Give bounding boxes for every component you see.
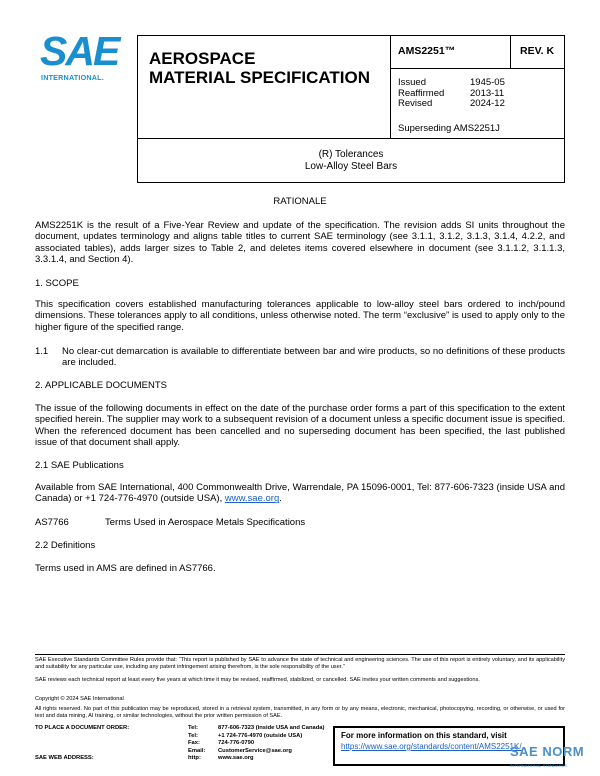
section-1-1-text: No clear-cut demarcation is available to differentiate between bar and wire products, so no definitions of these products are included. bbox=[62, 346, 565, 369]
section-2-text: The issue of the following documents in effect on the date of the purchase order forms a part of this specification to the extent specified herein. The supplier may work to a subsequent revision of a document unless a specific document issue is specified. When the referenced document has been cancelled and no superseding document has been specified, the last published issue of that document shall apply. bbox=[35, 403, 565, 449]
contact-key: Fax: bbox=[188, 740, 200, 746]
sae-website-link[interactable]: www.sae.org bbox=[224, 493, 280, 505]
watermark: SAE NORM bbox=[510, 744, 585, 759]
contact-key: Tel: bbox=[188, 725, 198, 731]
date-label: Reaffirmed bbox=[398, 87, 445, 99]
date-label: Revised bbox=[398, 98, 433, 109]
revision-label: REV. K bbox=[520, 45, 555, 57]
date-value: 2013-11 bbox=[470, 87, 505, 99]
title-line: AEROSPACE bbox=[149, 49, 256, 68]
contact-keys bbox=[188, 725, 205, 763]
period: . bbox=[279, 493, 282, 505]
footer-rights: All rights reserved. No part of this publication may be reproduced, stored in a retrieval system, transmitted, in any form or by any means, electronic, mechanical, photocopying, recording, or otherwise, or used for text and data mining, AI training, or similar technologies, without the prior written permission of SAE. bbox=[35, 706, 565, 719]
reference-id: AS7766 bbox=[35, 517, 69, 528]
contact-email[interactable]: CustomerService@sae.org bbox=[218, 747, 292, 754]
section-2-1-body: Available from SAE International, 400 Commonwealth Drive, Warrendale, PA 15096-0001, Tel: 877-606-7323 (inside USA and Canada) or +1 724-776-4970 (outside USA), bbox=[35, 482, 565, 505]
more-info-title: For more information on this standard, visit bbox=[341, 731, 507, 740]
subject-line: (R) Tolerances bbox=[318, 149, 384, 160]
contact-value: 724-776-0790 bbox=[218, 740, 255, 746]
document-subject bbox=[137, 149, 565, 173]
contact-value: 877-606-7323 (inside USA and Canada) bbox=[218, 725, 325, 731]
header-divider bbox=[390, 68, 565, 69]
date-table bbox=[398, 78, 505, 110]
footer-disclaimer: SAE Executive Standards Committee Rules provide that: “This report is published by SAE to advance the state of technical and engineering sciences. The use of this report is entirely voluntary, and its applicability and suitability for any particular use, including any patent infringement arising therefrom, is the sole responsibility of the user.” bbox=[35, 657, 565, 670]
header-divider bbox=[390, 35, 391, 138]
contact-key: Tel: bbox=[188, 732, 198, 739]
superseding-note: Superseding AMS2251J bbox=[398, 123, 500, 134]
sae-logo-subtitle: INTERNATIONAL. bbox=[41, 73, 104, 82]
section-1-1-number: 1.1 bbox=[35, 346, 49, 357]
date-label: Issued bbox=[398, 77, 426, 88]
section-1-heading: 1. SCOPE bbox=[35, 278, 79, 289]
contact-key: Email: bbox=[188, 747, 206, 754]
section-2-heading: 2. APPLICABLE DOCUMENTS bbox=[35, 380, 167, 391]
reference-title: Terms Used in Aerospace Metals Specifications bbox=[105, 517, 306, 528]
document-title bbox=[149, 49, 370, 87]
contact-website[interactable]: www.sae.org bbox=[218, 755, 254, 761]
rationale-heading: RATIONALE bbox=[273, 196, 327, 207]
section-2-2-heading: 2.2 Definitions bbox=[35, 540, 96, 551]
sae-logo: SAE bbox=[40, 28, 119, 74]
title-line: MATERIAL SPECIFICATION bbox=[149, 68, 370, 87]
footer-copyright: Copyright © 2024 SAE International bbox=[35, 696, 124, 702]
rationale-text: AMS2251K is the result of a Five-Year Review and update of the specification. The revision adds SI units throughout the document, updates terminology and aligns table titles to current SAE terminology (see 3.1.1, 3.1.2, 3.1.3, 3.1.4, 4.2.2, and associated tables), adds larger sizes to Table 2, and deletes items covered elsewhere in document (see 3.1.1.2, 3.1.1.3, 3.3.1.4, and Section 4). bbox=[35, 220, 565, 266]
header-divider bbox=[137, 138, 565, 139]
standard-url-link[interactable]: https://www.sae.org/standards/content/AMS2251K/ bbox=[341, 742, 522, 751]
header-divider bbox=[510, 35, 511, 68]
contact-key: http: bbox=[188, 755, 201, 761]
section-2-2-text: Terms used in AMS are defined in AS7766. bbox=[35, 563, 216, 574]
section-2-1-text bbox=[35, 482, 565, 505]
contact-value: +1 724-776-4970 (outside USA) bbox=[218, 732, 303, 739]
web-address-label: SAE WEB ADDRESS: bbox=[35, 755, 94, 761]
contact-values bbox=[218, 725, 324, 763]
watermark-subtitle: INTERNATIONAL STANDARDS bbox=[510, 763, 568, 768]
date-value: 2024-12 bbox=[470, 98, 505, 109]
date-row bbox=[398, 99, 505, 110]
section-2-1-heading: 2.1 SAE Publications bbox=[35, 460, 124, 471]
date-row bbox=[398, 78, 505, 89]
footer-divider bbox=[35, 654, 565, 655]
section-1-text: This specification covers established manufacturing tolerances applicable to low-alloy steel bars ordered to inch/pound dimensions. These tolerances apply to all conditions, unless otherwise noted. The term “exclusive” is used to apply only to the higher figure of the specified range. bbox=[35, 299, 565, 333]
document-number: AMS2251™ bbox=[398, 45, 456, 57]
order-label: TO PLACE A DOCUMENT ORDER: bbox=[35, 725, 130, 731]
date-value: 1945-05 bbox=[470, 77, 505, 88]
footer-review-note: SAE reviews each technical report at least every five years at which time it may be revised, reaffirmed, stabilized, or cancelled. SAE invites your written comments and suggestions. bbox=[35, 677, 480, 683]
subject-line: Low-Alloy Steel Bars bbox=[304, 161, 398, 172]
